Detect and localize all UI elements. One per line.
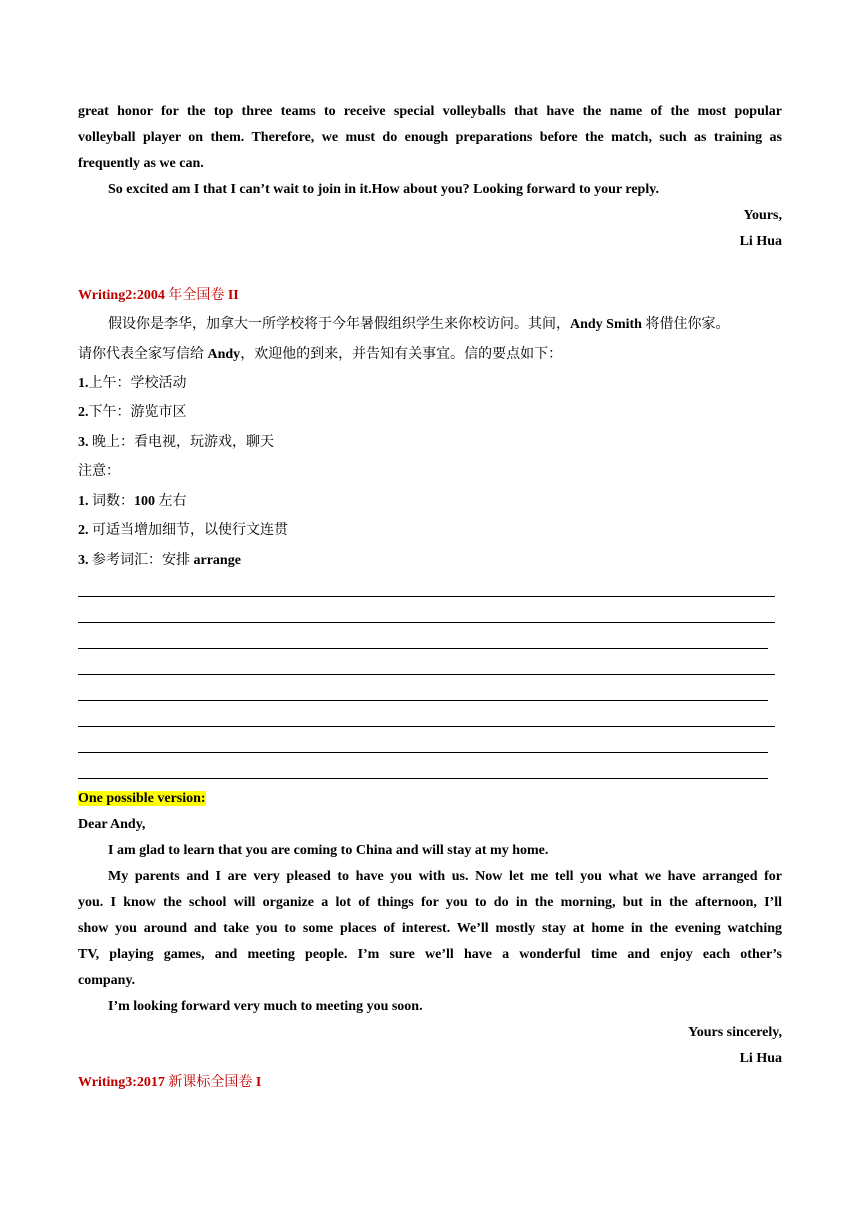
point-number: 1.	[78, 376, 89, 391]
prev-letter-signature: Li Hua	[739, 234, 782, 249]
answer-label: One possible version:	[78, 791, 206, 806]
answer-paragraph-3: I’m looking forward very much to meeting you soon.	[108, 999, 423, 1014]
writing2-note-1	[78, 493, 782, 511]
writing2-note-title: 注意：	[78, 464, 120, 479]
answer-blank-line	[78, 752, 768, 753]
note-text: 左右	[155, 494, 187, 509]
writing2-prompt-line-2	[78, 346, 782, 364]
prev-letter-line-2: volleyball player on them. Therefore, we must do enough preparations before the match, such as training as	[78, 130, 782, 145]
answer-paragraph-1: I am glad to learn that you are coming to China and will stay at my home.	[108, 843, 549, 858]
writing2-heading-en: Writing2:2004	[78, 288, 169, 303]
writing2-note-3	[78, 552, 782, 570]
answer-paragraph-2-line-4: TV, playing games, and meeting people. I’m sure we’ll have a wonderful time and enjoy each other’s	[78, 947, 782, 962]
prev-letter-signoff: Yours,	[743, 208, 782, 223]
answer-paragraph-2-line-1: My parents and I are very pleased to have you with us. Now let me tell you what we have arranged for	[108, 869, 782, 884]
writing2-point-3	[78, 434, 782, 452]
prev-letter-closing: So excited am I that I can’t wait to join in it.How about you? Looking forward to your reply.	[108, 182, 659, 197]
note-value: 100	[134, 494, 155, 509]
writing2-point-2	[78, 404, 782, 422]
answer-blank-line	[78, 726, 775, 727]
writing2-note-2	[78, 522, 782, 540]
note-text: 可适当增加细节，以使行文连贯	[88, 523, 288, 538]
answer-paragraph-2-line-3: show you around and take you to some places of interest. We’ll mostly stay at home in the evening watching	[78, 921, 782, 936]
prev-letter-line-3: frequently as we can.	[78, 156, 204, 171]
note-text: 词数：	[88, 494, 134, 509]
prompt-name: Andy Smith	[570, 317, 642, 332]
answer-blank-line	[78, 674, 775, 675]
writing3-heading-num: I	[252, 1075, 262, 1090]
prompt-text: ，欢迎他的到来，并告知有关事宜。信的要点如下：	[240, 347, 563, 362]
prev-letter-line-1: great honor for the top three teams to receive special volleyballs that have the name of the most popular	[78, 104, 782, 119]
writing2-point-1	[78, 375, 782, 393]
prompt-text: 将借住你家。	[641, 317, 730, 332]
point-text: 上午：学校活动	[88, 376, 187, 391]
point-number: 3.	[78, 435, 89, 450]
answer-blank-line	[78, 700, 768, 701]
answer-blank-line	[78, 622, 775, 623]
writing2-heading-num: II	[224, 288, 239, 303]
answer-blank-line	[78, 648, 768, 649]
writing3-heading-en: Writing3:2017	[78, 1075, 169, 1090]
answer-blank-line	[78, 596, 775, 597]
prompt-text: 假设你是李华，加拿大一所学校将于今年暑假组织学生来你校访问。其间，	[108, 317, 570, 332]
answer-paragraph-2-line-2: you. I know the school will organize a lot of things for you to do in the morning, but in the afternoon, I’ll	[78, 895, 782, 910]
writing2-heading-cn: 年全国卷	[168, 288, 225, 303]
answer-greeting: Dear Andy,	[78, 817, 146, 832]
answer-label-row	[78, 790, 782, 808]
note-number: 1.	[78, 494, 89, 509]
answer-paragraph-2-line-5: company.	[78, 973, 136, 988]
note-text: 参考词汇：安排	[88, 553, 194, 568]
note-value: arrange	[193, 553, 241, 568]
writing3-heading-cn: 新课标全国卷	[168, 1075, 253, 1090]
prompt-name: Andy	[207, 347, 241, 362]
note-number: 2.	[78, 523, 89, 538]
note-number: 3.	[78, 553, 89, 568]
writing2-heading	[78, 287, 782, 305]
writing3-heading	[78, 1074, 782, 1092]
answer-signature: Li Hua	[739, 1051, 782, 1066]
point-number: 2.	[78, 405, 89, 420]
point-text: 下午：游览市区	[88, 405, 187, 420]
answer-signoff: Yours sincerely,	[688, 1025, 782, 1040]
prompt-text: 请你代表全家写信给	[78, 347, 208, 362]
answer-blank-line	[78, 778, 768, 779]
point-text: 晚上：看电视，玩游戏，聊天	[88, 435, 274, 450]
writing2-prompt-line-1	[78, 316, 782, 334]
